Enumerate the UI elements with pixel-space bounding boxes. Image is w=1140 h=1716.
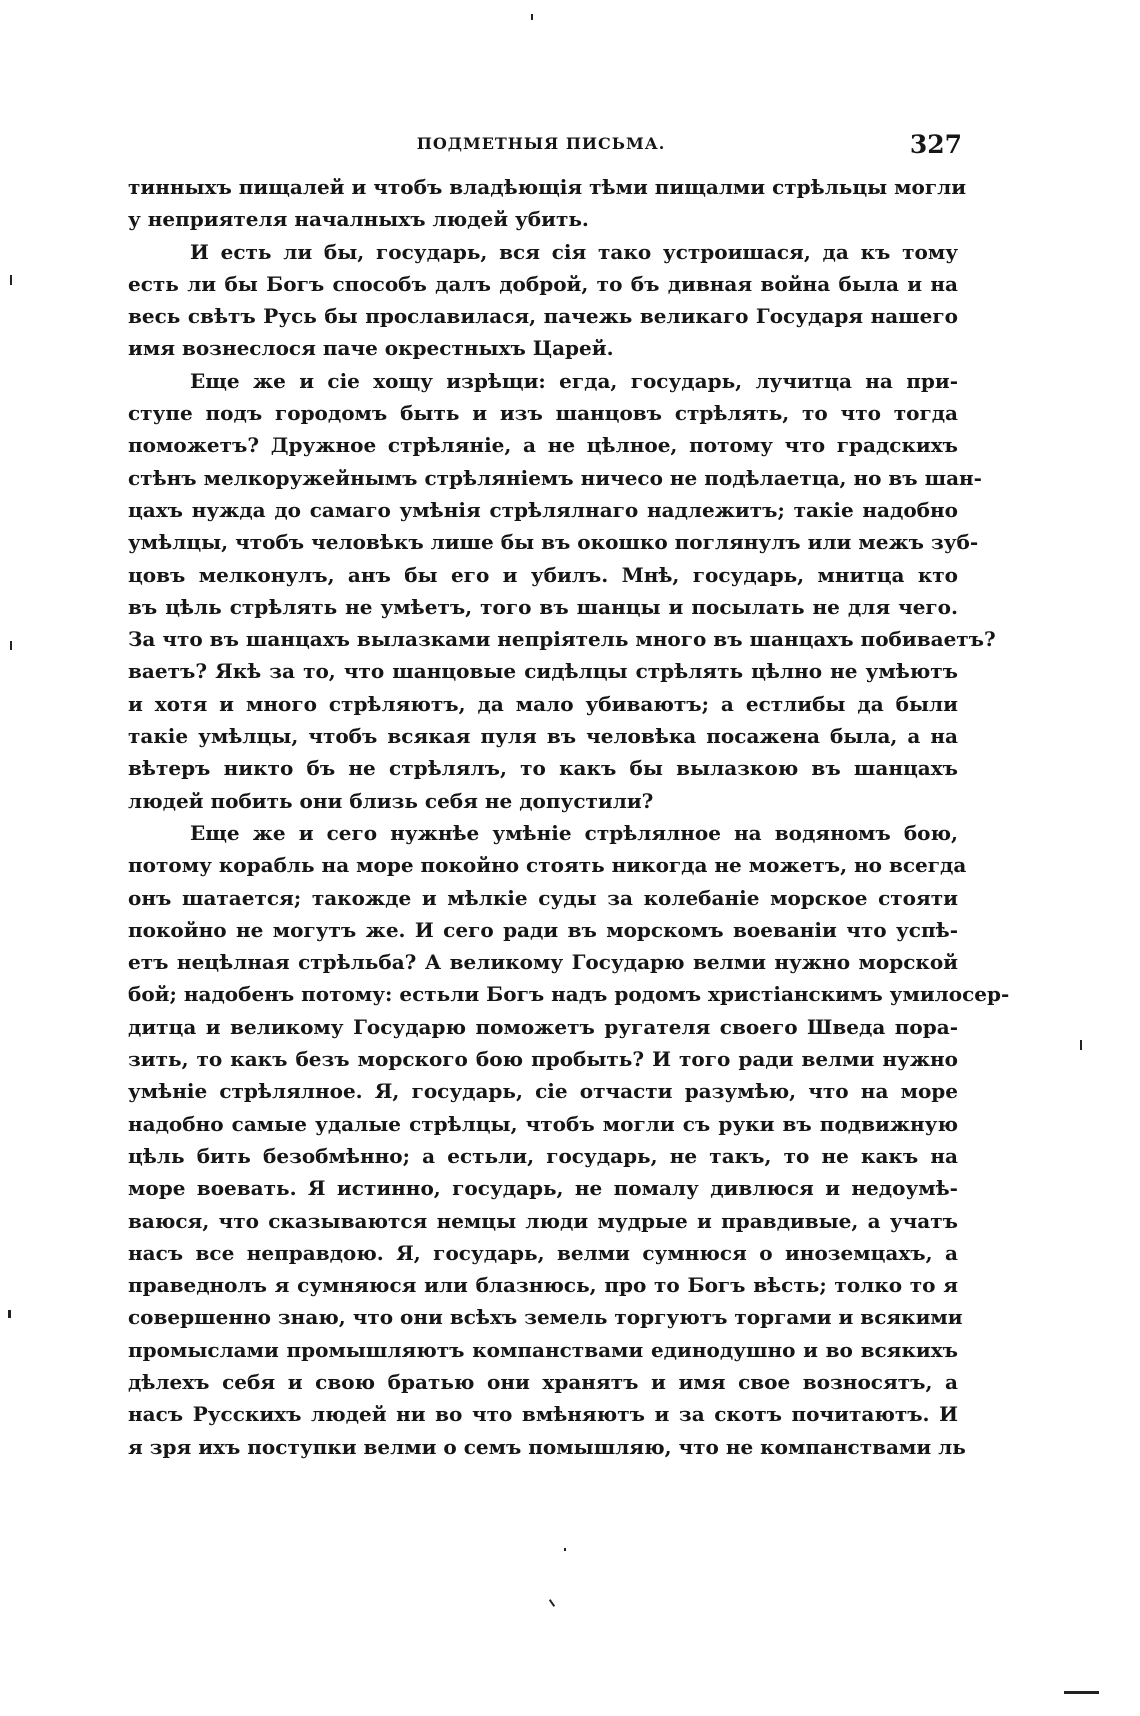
text-line: стѣнъ мелкоружейнымъ стрѣляніемъ ничесо не подѣлаетца, но въ шан- [128, 465, 982, 490]
text-line: ступе подъ городомъ быть и изъ шанцовъ стрѣлять, то что тогда [128, 401, 958, 426]
text-line: есть ли бы Богъ способъ далъ доброй, то бъ дивная война была и на [128, 271, 958, 296]
text-line: За что въ шанцахъ вылазками непріятель много въ шанцахъ побиваетъ? [128, 627, 996, 652]
scan-speck [549, 1599, 555, 1607]
text-line: вѣтеръ никто бъ не стрѣлялъ, то какъ бы вылазкою въ шанцахъ [128, 756, 958, 781]
text-line: бой; надобенъ потому: естьли Богъ надъ родомъ христіанскимъ умилосер- [128, 982, 1010, 1007]
text-line: насъ Русскихъ людей ни во что вмѣняютъ и за скотъ почитаютъ. И [128, 1402, 958, 1427]
scan-speck [1080, 1040, 1082, 1050]
text-line: насъ все неправдою. Я, государь, велми сумнюся о иноземцахъ, а [128, 1240, 958, 1265]
text-line: етъ нецѣлная стрѣльба? А великому Государю велми нужно морской [128, 950, 958, 975]
text-line: дѣлехъ себя и свою братью они хранятъ и имя свое возносятъ, а [128, 1369, 958, 1394]
text-line: дитца и великому Государю поможетъ ругателя своего Шведа пора- [128, 1014, 958, 1039]
text-line: въ цѣль стрѣлять не умѣетъ, того въ шанцы и посылать не для чего. [128, 594, 958, 619]
scan-speck [10, 275, 12, 285]
text-line: онъ шатается; такожде и мѣлкіе суды за колебаніе морское стояти [128, 885, 958, 910]
text-line: имя вознеслося паче окрестныхъ Царей. [128, 336, 614, 361]
text-line: тинныхъ пищалей и чтобъ владѣющія тѣми пищалми стрѣльцы могли [128, 175, 967, 199]
text-line: праведнолъ я сумняюся или блазнюсь, про то Богъ вѣсть; толко то я [128, 1273, 958, 1298]
text-line: И есть ли бы, государь, вся сія тако устроишася, да къ тому [190, 239, 958, 264]
text-line: поможетъ? Дружное стрѣляніе, а не цѣлное, потому что градскихъ [128, 433, 958, 458]
text-line: я зря ихъ поступки велми о семъ помышляю, что не компанствами ль [128, 1434, 966, 1459]
scan-speck [564, 1548, 566, 1551]
text-line: ваетъ? Якѣ за то, что шанцовые сидѣлцы стрѣлять цѣлно не умѣютъ [128, 659, 958, 684]
text-line: и хотя и много стрѣляютъ, да мало убиваютъ; а естлибы да были [128, 691, 958, 716]
text-line: весь свѣтъ Русь бы прославилася, пачежь великаго Государя нашего [128, 304, 958, 329]
body-text [128, 171, 1010, 1463]
text-line: умѣніе стрѣлялное. Я, государь, сіе отчасти разумѣю, что на море [128, 1079, 958, 1104]
text-line: такіе умѣлцы, чтобъ всякая пуля въ человѣка посажена была, а на [128, 724, 958, 749]
text-line: умѣлцы, чтобъ человѣкъ лише бы въ окошко поглянулъ или межъ зуб- [128, 530, 979, 555]
page-number: 327 [909, 130, 962, 159]
running-head [120, 130, 962, 160]
scan-edge-mark [1064, 1691, 1099, 1694]
text-line: цахъ нужда до самаго умѣнія стрѣлялнаго надлежитъ; такіе надобно [128, 497, 958, 522]
scan-speck [531, 14, 533, 20]
text-line: цовъ мелконулъ, анъ бы его и убилъ. Мнѣ, государь, мнитца кто [128, 562, 958, 587]
text-line: Еще же и сего нужнѣе умѣніе стрѣлялное на водяномъ бою, [190, 820, 958, 845]
text-line: потому корабль на море покойно стоять никогда не можетъ, но всегда [128, 853, 967, 878]
text-line: надобно самые удалые стрѣлцы, чтобъ могли съ руки въ подвижную [128, 1111, 958, 1136]
running-title: ПОДМЕТНЫЯ ПИСЬМА. [416, 134, 666, 153]
text-line: покойно не могутъ же. И сего ради въ морскомъ воеваніи что успѣ- [128, 917, 958, 942]
scan-speck [10, 641, 12, 650]
text-line: совершенно знаю, что они всѣхъ земель торгуютъ торгами и всякими [128, 1305, 963, 1330]
text-line: зить, то какъ безъ морского бою пробыть? И того ради велми нужно [128, 1047, 958, 1072]
text-line: цѣль бить безобмѣнно; а естьли, государь, не такъ, то не какъ на [128, 1143, 958, 1168]
scan-speck [8, 1310, 11, 1318]
text-line: море воевать. Я истинно, государь, не помалу дивлюся и недоумѣ- [128, 1176, 958, 1201]
text-line: Еще же и сіе хощу изрѣщи: егда, государь, лучитца на при- [190, 368, 958, 393]
text-line: у неприятеля началныхъ людей убить. [128, 207, 589, 232]
text-line: промыслами промышляютъ компанствами единодушно и во всякихъ [128, 1337, 958, 1362]
text-line: ваюся, что сказываются немцы люди мудрые и правдивые, а учатъ [128, 1208, 958, 1233]
text-line: людей побить они близь себя не допустили? [128, 788, 654, 813]
